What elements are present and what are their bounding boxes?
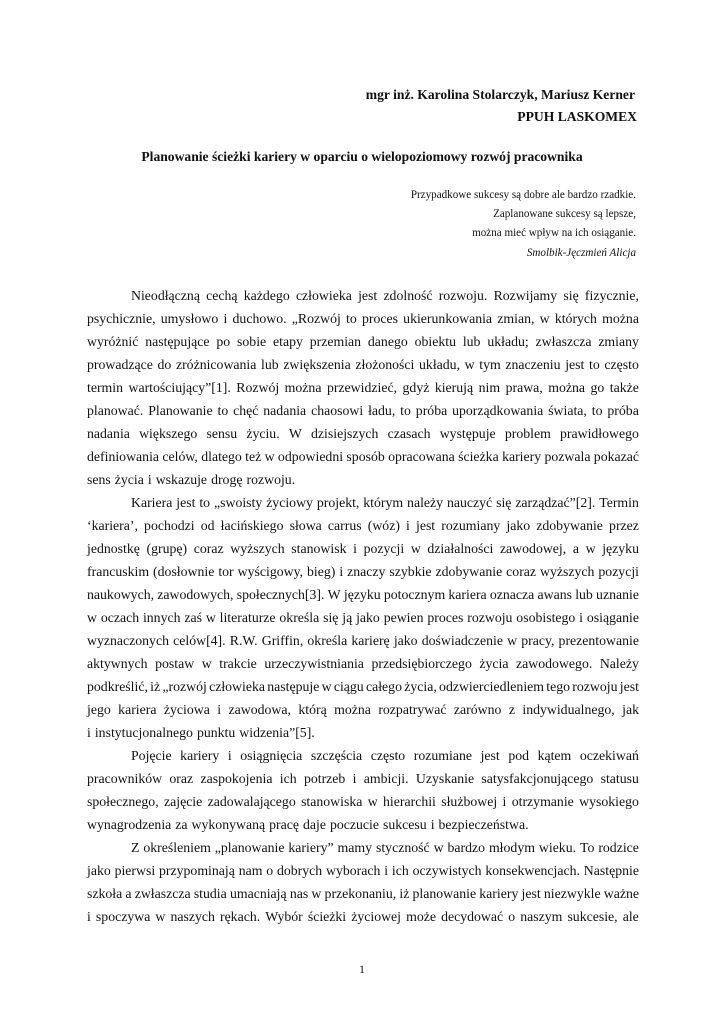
body-line: i instytucjonalnego punktu widzenia”[5]. bbox=[87, 725, 315, 740]
body-line: planować. Planowanie to chęć nadania chaosowi ładu, to próba uporządkowania świata, to próba bbox=[87, 403, 639, 418]
body-line: termin wartościujący”[1]. Rozwój można przewidzieć, gdyż kierują nim prawa, można go także bbox=[87, 380, 639, 395]
epigraph bbox=[306, 186, 636, 263]
body-line: nadania większego sensu życiu. W dzisiejszych czasach występuje problem prawidłowego bbox=[87, 426, 639, 441]
body-line: ‘kariera’, pochodzi od łacińskiego słowa carrus (wóz) i jest rozumiany jako zdobywanie przez bbox=[87, 518, 639, 533]
body-line: wynagrodzenia za wykonywaną pracę daje poczucie sukcesu i bezpieczeństwa. bbox=[87, 817, 529, 832]
body-line: sens życia i wskazuje drogę rozwoju. bbox=[87, 472, 296, 487]
epigraph-line-3: można mieć wpływ na ich osiąganie. bbox=[472, 227, 636, 240]
page-number: 1 bbox=[359, 962, 365, 976]
body-line: aktywnych postaw w trakcie urzeczywistniania przedsiębiorczego życia zawodowego. Należy bbox=[87, 656, 639, 671]
body-line: szkoła a zwłaszcza studia umacniają nas w przekonaniu, iż planowanie kariery jest niezwykle ważne bbox=[87, 886, 639, 901]
body-line: wyznaczonych celów[4]. R.W. Griffin, określa karierę jako doświadczenie w pracy, prezentowanie bbox=[87, 633, 639, 648]
body-line: definiowania celów, dlatego też w odpowiedni sposób opracowana ścieżka kariery pozwala pokazać bbox=[87, 449, 639, 464]
epigraph-line-2: Zaplanowane sukcesy są lepsze, bbox=[493, 208, 636, 221]
document-title: Planowanie ścieżki kariery w oparciu o wielopoziomowy rozwój pracownika bbox=[141, 149, 583, 164]
body-line: prowadzące do zróżnicowania lub zwiększenia złożoności układu, w tym znaczeniu jest to często bbox=[87, 357, 639, 372]
body-line: naukowych, zawodowych, społecznych[3]. W języku potocznym kariera oznacza awans lub uznanie bbox=[87, 587, 639, 602]
author-block bbox=[300, 84, 637, 128]
body-line: pracowników oraz zaspokojenia ich potrzeb i ambicji. Uzyskanie satysfakcjonującego statusu bbox=[87, 771, 639, 786]
epigraph-line-1: Przypadkowe sukcesy są dobre ale bardzo rzadkie. bbox=[410, 189, 636, 201]
body-line: i spoczywa w naszych rękach. Wybór ścieżki życiowej może decydować o naszym sukcesie, ale bbox=[87, 909, 639, 924]
body-line: francuskim (dosłownie tor wyścigowy, bieg) i znaczy szybkie zdobywanie coraz wyższych pozycji bbox=[87, 564, 639, 579]
body-line: społecznego, zajęcie zadowalającego stanowiska w hierarchii służbowej i otrzymanie wysokiego bbox=[87, 794, 639, 809]
company-name: PPUH LASKOMEX bbox=[517, 109, 637, 124]
body-line: podkreślić, iż „rozwój człowieka następuje w ciągu całego życia, odzwierciedleniem tego rozwoju jest bbox=[87, 679, 639, 694]
body-line: jednostkę (grupę) coraz wyższych stanowisk i pozycji w działalności zawodowej, a w języku bbox=[87, 541, 639, 556]
body-line: Kariera jest to „swoisty życiowy projekt, którym należy nauczyć się zarządzać”[2]. Termin bbox=[131, 495, 639, 510]
author-names: mgr inż. Karolina Stolarczyk, Mariusz Kerner bbox=[365, 87, 635, 102]
body-line: jego kariera życiowa i zawodowa, którą można rozpatrywać zarówno z indywidualnego, jak bbox=[87, 702, 639, 717]
epigraph-signature: Smolbik-Jęczmień Alicja bbox=[526, 246, 636, 259]
body-line: wyróżnić następujące po sobie etapy przemian danego obiektu lub układu; zwłaszcza zmiany bbox=[87, 334, 639, 349]
body-line: jako pierwsi przypominają nam o dobrych wyborach i ich oczywistych konsekwencjach. Następnie bbox=[87, 863, 639, 878]
body-line: Nieodłączną cechą każdego człowieka jest zdolność rozwoju. Rozwijamy się fizycznie, bbox=[131, 288, 639, 303]
body-line: Z określeniem „planowanie kariery” mamy styczność w bardzo młodym wieku. To rodzice bbox=[131, 840, 639, 855]
body-line: Pojęcie kariery i osiągnięcia szczęścia często rozumiane jest pod kątem oczekiwań bbox=[131, 748, 639, 763]
body-line: w oczach innych zaś w literaturze określa się ją jako pewien proces rozwoju osobistego i osiąganie bbox=[87, 610, 639, 625]
body-text bbox=[87, 284, 639, 928]
body-line: psychicznie, umysłowo i duchowo. „Rozwój to proces ukierunkowania zmian, w których można bbox=[87, 311, 639, 326]
